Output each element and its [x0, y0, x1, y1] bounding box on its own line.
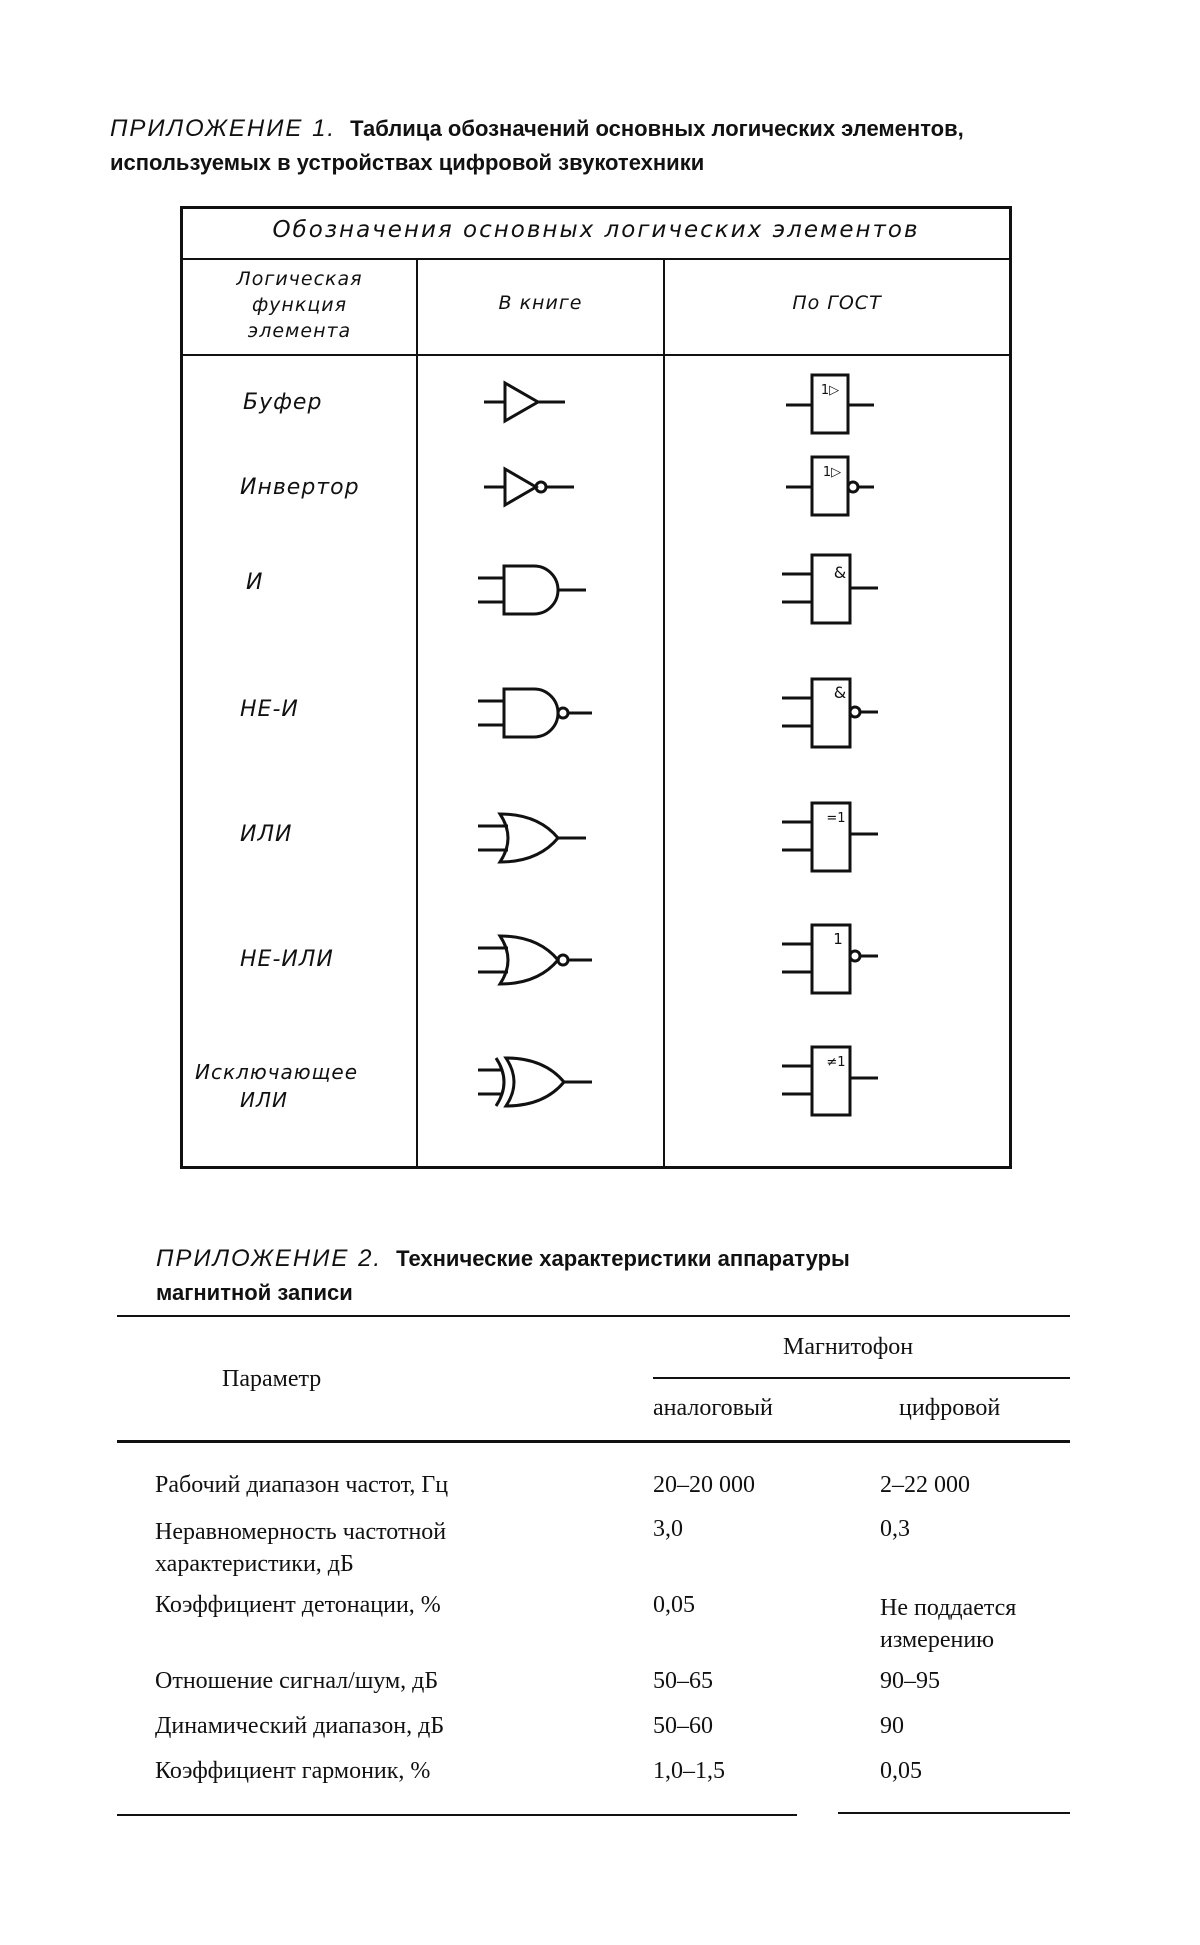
specs-rule-group	[653, 1377, 1070, 1379]
appendix1-title-line2: используемых в устройствах цифровой звукотехники	[110, 150, 705, 175]
inverter-symbol-icon	[480, 462, 580, 512]
gost-inverter-icon	[780, 452, 880, 522]
header-function	[183, 266, 416, 344]
header-function-l2: функция	[251, 294, 348, 316]
specs-row-param: Динамический диапазон, дБ	[155, 1713, 445, 1739]
appendix1-lead: ПРИЛОЖЕНИЕ 1.	[110, 115, 337, 142]
header-function-l1: Логическая	[236, 268, 363, 290]
gost-or-label: =1	[826, 811, 846, 826]
table-header-divider	[180, 354, 1012, 356]
table-title-divider	[180, 258, 1012, 260]
specs-rule-header	[117, 1440, 1070, 1443]
row-label-xor-l1: Исключающее	[195, 1060, 359, 1084]
and-gate-symbol-icon	[476, 560, 591, 620]
header-gost: По ГОСТ	[792, 292, 882, 314]
appendix1-heading-line1	[110, 112, 1110, 146]
appendix2-heading	[156, 1242, 1056, 1310]
gost-nand-label: &	[833, 683, 847, 702]
table-border-right	[1009, 206, 1012, 1169]
table-border-bottom	[180, 1166, 1012, 1169]
row-label-nor: НЕ-ИЛИ	[240, 947, 334, 972]
specs-row-analog: 0,05	[653, 1592, 695, 1618]
specs-rule-top	[117, 1315, 1070, 1317]
specs-row-param: Отношение сигнал/шум, дБ	[155, 1668, 439, 1694]
specs-row-param: Рабочий диапазон частот, Гц	[155, 1472, 449, 1498]
table-border-left	[180, 206, 183, 1169]
specs-row-digital-l2: измерению	[880, 1627, 995, 1653]
gost-xor-icon	[778, 1044, 882, 1120]
row-label-xor-l2: ИЛИ	[240, 1088, 288, 1112]
gost-and-label: &	[833, 563, 847, 582]
nor-gate-symbol-icon	[476, 930, 596, 990]
specs-header-digital: цифровой	[899, 1395, 1001, 1421]
specs-row-digital: 90	[880, 1713, 904, 1739]
gost-and-icon	[778, 552, 882, 628]
xor-gate-symbol-icon	[476, 1052, 596, 1112]
gost-nor-icon	[778, 922, 882, 998]
appendix2-heading-line1	[156, 1242, 1056, 1276]
appendix2-title-line1: Технические характеристики аппаратуры	[396, 1246, 850, 1271]
row-label-and: И	[246, 570, 264, 595]
specs-row-digital-l1: Не поддается	[880, 1595, 1017, 1621]
appendix1-heading	[110, 112, 1110, 180]
specs-rule-bottom-right	[838, 1812, 1070, 1814]
gost-xor-label: ≠1	[826, 1055, 846, 1070]
specs-header-recorder: Магнитофон	[783, 1334, 914, 1360]
specs-row-param-l2: характеристики, дБ	[155, 1551, 354, 1577]
gost-buffer-icon	[780, 370, 880, 440]
appendix2-lead: ПРИЛОЖЕНИЕ 2.	[156, 1245, 383, 1272]
specs-row-analog: 50–65	[653, 1668, 713, 1694]
specs-row-analog: 1,0–1,5	[653, 1758, 725, 1784]
specs-row-digital: 90–95	[880, 1668, 940, 1694]
specs-row-digital: 0,05	[880, 1758, 922, 1784]
specs-header-param: Параметр	[222, 1366, 322, 1392]
nand-gate-symbol-icon	[476, 683, 596, 743]
or-gate-symbol-icon	[476, 808, 591, 868]
specs-row-param: Коэффициент гармоник, %	[155, 1758, 431, 1784]
gost-or-icon	[778, 800, 882, 876]
specs-row-analog: 20–20 000	[653, 1472, 755, 1498]
specs-row-digital: 2–22 000	[880, 1472, 970, 1498]
gost-nor-label: 1	[833, 930, 843, 948]
specs-header-analog: аналоговый	[653, 1395, 773, 1421]
specs-row-analog: 3,0	[653, 1516, 683, 1542]
appendix2-title-line2: магнитной записи	[156, 1280, 353, 1305]
row-label-or: ИЛИ	[240, 822, 293, 847]
specs-row-digital	[880, 1592, 1016, 1656]
header-function-l3: элемента	[247, 320, 352, 342]
specs-row-param: Коэффициент детонации, %	[155, 1592, 441, 1618]
specs-row-analog: 50–60	[653, 1713, 713, 1739]
table-col-divider-2	[663, 258, 665, 1168]
gost-inverter-label: 1▷	[822, 465, 842, 480]
specs-row-param-l1: Неравномерность частотной	[155, 1519, 447, 1545]
specs-row-param	[155, 1516, 446, 1580]
gost-buffer-label: 1▷	[820, 383, 840, 398]
table-border-top	[180, 206, 1012, 209]
header-book: В книге	[498, 292, 583, 314]
table-col-divider-1	[416, 258, 418, 1168]
specs-rule-bottom-left	[117, 1814, 797, 1816]
row-label-inverter: Инвертор	[240, 475, 360, 500]
gost-nand-icon	[778, 676, 882, 752]
appendix1-title-line1: Таблица обозначений основных логических элементов,	[350, 116, 964, 141]
row-label-buffer: Буфер	[243, 390, 323, 415]
specs-row-digital: 0,3	[880, 1516, 910, 1542]
row-label-xor	[195, 1058, 358, 1114]
table-title: Обозначения основных логических элементов	[272, 217, 920, 243]
buffer-symbol-icon	[480, 375, 570, 425]
row-label-nand: НЕ-И	[240, 697, 299, 722]
